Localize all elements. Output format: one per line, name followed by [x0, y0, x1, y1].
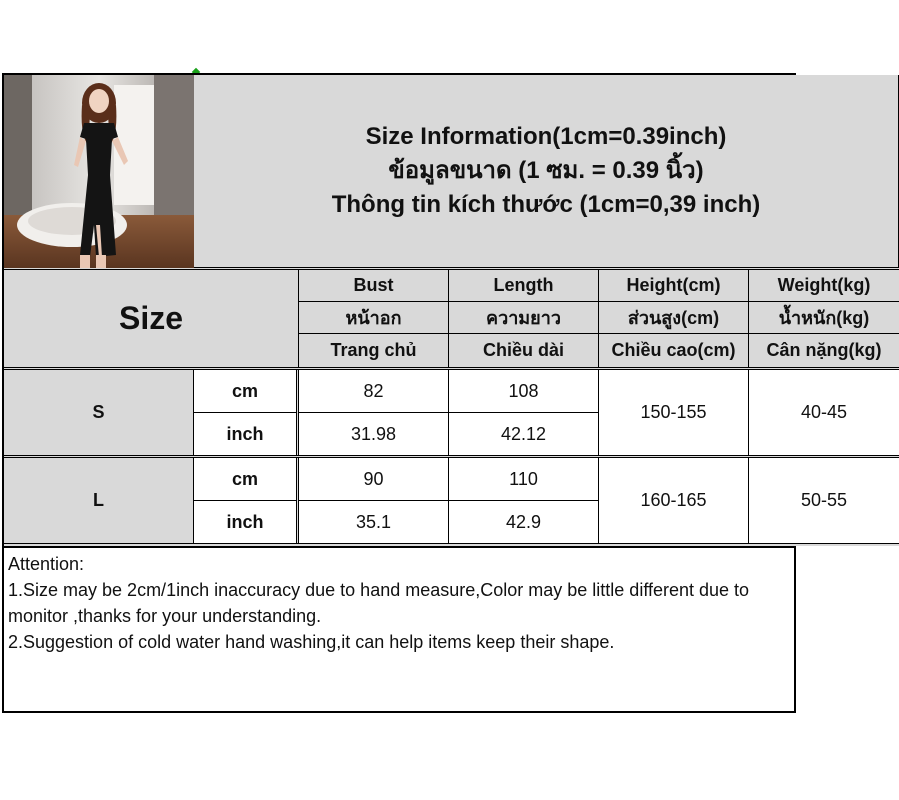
l-bust-cm: 90: [299, 458, 449, 501]
unit-inch-label: inch: [194, 413, 297, 456]
title-thai: ข้อมูลขนาด (1 ซม. = 0.39 นิ้ว): [388, 157, 704, 184]
attention-note-2: 2.Suggestion of cold water hand washing,it can help items keep their shape.: [8, 632, 615, 652]
l-weight: 50-55: [749, 458, 899, 544]
s-weight: 40-45: [749, 370, 899, 456]
model-in-black-dress-photo-icon: [4, 75, 194, 268]
bust-header-vi: Trang chủ: [299, 334, 449, 368]
unit-cm-label: cm: [194, 458, 297, 501]
bust-header-th: หน้าอก: [299, 302, 449, 334]
divider: [4, 544, 899, 546]
height-header-vi: Chiều cao(cm): [599, 334, 749, 368]
size-chart: [2, 73, 882, 713]
height-header-th: ส่วนสูง(cm): [599, 302, 749, 334]
length-header-vi: Chiều dài: [449, 334, 599, 368]
size-information-title: [194, 75, 899, 268]
attention-notes: [2, 548, 796, 713]
size-header: Size: [4, 270, 299, 368]
s-length-cm: 108: [449, 370, 599, 413]
weight-header-th: น้ำหนัก(kg): [749, 302, 899, 334]
attention-heading: Attention:: [8, 554, 85, 574]
s-length-inch: 42.12: [449, 413, 599, 456]
bust-header-en: Bust: [299, 270, 449, 302]
s-height: 150-155: [599, 370, 749, 456]
title-vietnamese: Thông tin kích thước (1cm=0,39 inch): [331, 191, 761, 218]
l-height: 160-165: [599, 458, 749, 544]
size-l-label: L: [4, 458, 194, 544]
s-bust-cm: 82: [299, 370, 449, 413]
s-bust-inch: 31.98: [299, 413, 449, 456]
l-length-cm: 110: [449, 458, 599, 501]
attention-note-1: 1.Size may be 2cm/1inch inaccuracy due to hand measure,Color may be little different due to monitor ,thanks for your understanding.: [8, 580, 750, 626]
title-english: Size Information(1cm=0.39inch): [365, 123, 727, 150]
unit-inch-label: inch: [194, 501, 297, 544]
weight-header-vi: Cân nặng(kg): [749, 334, 899, 368]
size-table: [2, 73, 882, 548]
weight-header-en: Weight(kg): [749, 270, 899, 302]
height-header-en: Height(cm): [599, 270, 749, 302]
length-header-en: Length: [449, 270, 599, 302]
unit-cm-label: cm: [194, 370, 297, 413]
l-length-inch: 42.9: [449, 501, 599, 544]
product-photo: [4, 75, 194, 268]
length-header-th: ความยาว: [449, 302, 599, 334]
size-s-label: S: [4, 370, 194, 456]
l-bust-inch: 35.1: [299, 501, 449, 544]
